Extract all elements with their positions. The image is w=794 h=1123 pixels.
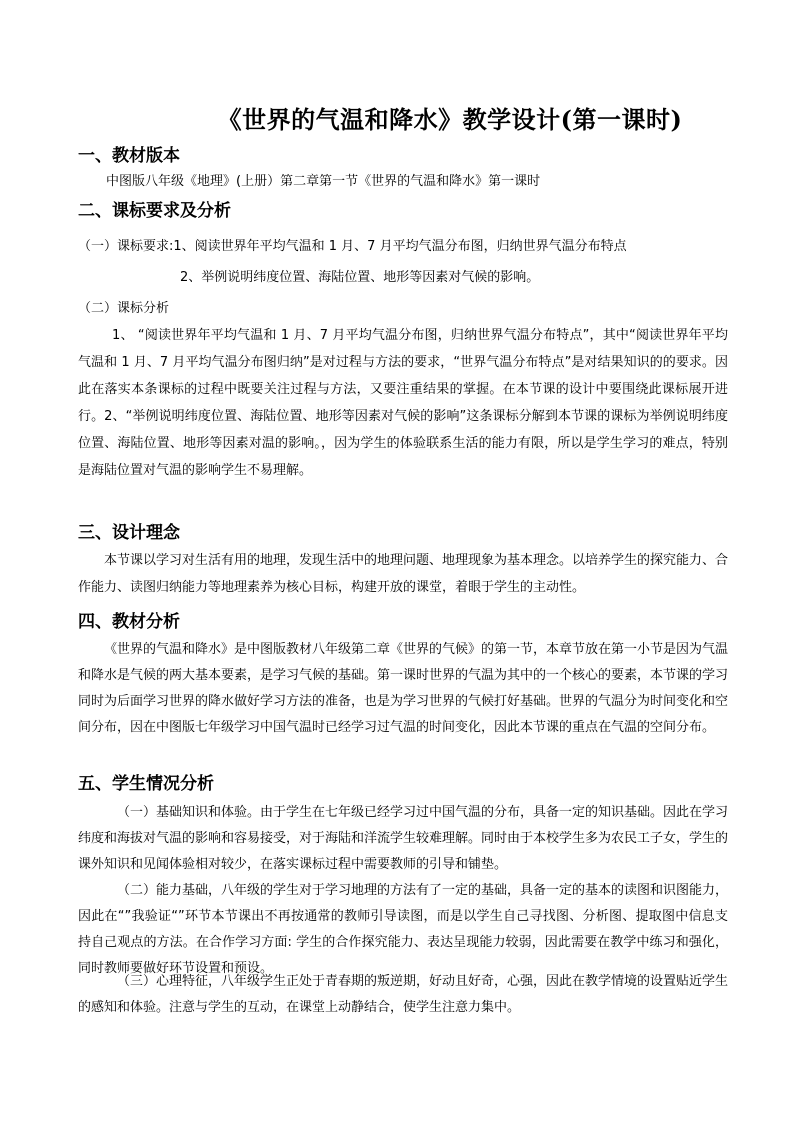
student-analysis-paragraph-1: （一）基础知识和体验。由于学生在七年级已经学习过中国气温的分布，具备一定的知识基础。因此在学习纬度和海拔对气温的影响和容易接受，对于海陆和洋流学生较难理解。同时由于本校学生多为农民工子女，学生的课外知识和见闻体验相对较少，在落实课标过程中需要教师的引导和铺垫。 [78, 805, 729, 872]
design-concept-paragraph: 本节课以学习对生活有用的地理，发现生活中的地理问题、地理现象为基本理念。以培养学生的探究能力、合作能力、读图归纳能力等地理素养为核心目标，构建开放的课堂，着眼于学生的主动性。 [78, 553, 729, 595]
section-heading-student-analysis: 五、学生情况分析 [78, 774, 214, 794]
section-heading-curriculum-standards: 二、课标要求及分析 [78, 201, 231, 221]
curriculum-analysis-label: （二）课标分析 [78, 301, 170, 316]
section-heading-textbook-version: 一、教材版本 [78, 146, 180, 166]
student-analysis-paragraph-2: （二）能力基础，八年级的学生对于学习地理的方法有了一定的基础，具备一定的基本的读图和识图能力，因此在“”我验证“”环节本节课出不再按通常的教师引导读图，而是以学生自己寻找图、分析图、提取图中信息支持自己观点的方法。在合作学习方面: 学生的合作探究能力、表达呈现能力较弱，因此需要在教学中练习和强化，同时教师要做好环节设置和预设。 [78, 883, 729, 976]
section-heading-textbook-analysis: 四、教材分析 [78, 612, 180, 632]
document-title: 《世界的气温和降水》教学设计(第一课时) [217, 105, 683, 134]
curriculum-analysis-paragraph: 1、 “阅读世界年平均气温和 1 月、7 月平均气温分布图，归纳世界气温分布特点”，其中“阅读世界年平均气温和 1 月、7 月平均气温分布图归纳”是对过程与方法的要求，“世界气温分布特点”是对结果知识的的要求。因此在落实本条课标的过程中既要关注过程与方法，又要注重结果的掌握。在本节课的设计中要围绕此课标展开进行。2、“举例说明纬度位置、海陆位置、地形等因素对气候的影响”这条课标分解到本节课的课标为举例说明纬度位置、海陆位置、地形等因素对温的影响。，因为学生的体验联系生活的能力有限，所以是学生学习的难点，特别是海陆位置对气温的影响学生不易理解。 [78, 328, 728, 478]
textbook-version-text: 中图版八年级《地理》(上册）第二章第一节《世界的气温和降水》第一课时 [106, 174, 541, 189]
student-analysis-paragraph-3: （三）心理特征，八年级学生正处于青春期的叛逆期，好动且好奇，心强，因此在教学情境的设置贴近学生的感知和体验。注意与学生的互动，在课堂上动静结合，使学生注意力集中。 [78, 974, 729, 1015]
curriculum-requirement-line-2: 2、举例说明纬度位置、海陆位置、地形等因素对气候的影响。 [180, 270, 540, 285]
curriculum-requirement-line-1: （一）课标要求:1、阅读世界年平均气温和 1 月、7 月平均气温分布图，归纳世界气温分布特点 [78, 239, 627, 254]
textbook-analysis-paragraph: 《世界的气温和降水》是中图版教材八年级第二章《世界的气候》的第一节，本章节放在第一小节是因为气温和降水是气候的两大基本要素，是学习气候的基础。第一课时世界的气温为其中的一个核心的要素，本节课的学习同时为后面学习世界的降水做好学习方法的准备，也是为学习世界的气候打好基础。世界的气温分为时间变化和空间分布，因在中图版七年级学习中国气温时已经学习过气温的时间变化，因此本节课的重点在气温的空间分布。 [78, 642, 729, 735]
section-heading-design-concept: 三、设计理念 [78, 523, 180, 543]
